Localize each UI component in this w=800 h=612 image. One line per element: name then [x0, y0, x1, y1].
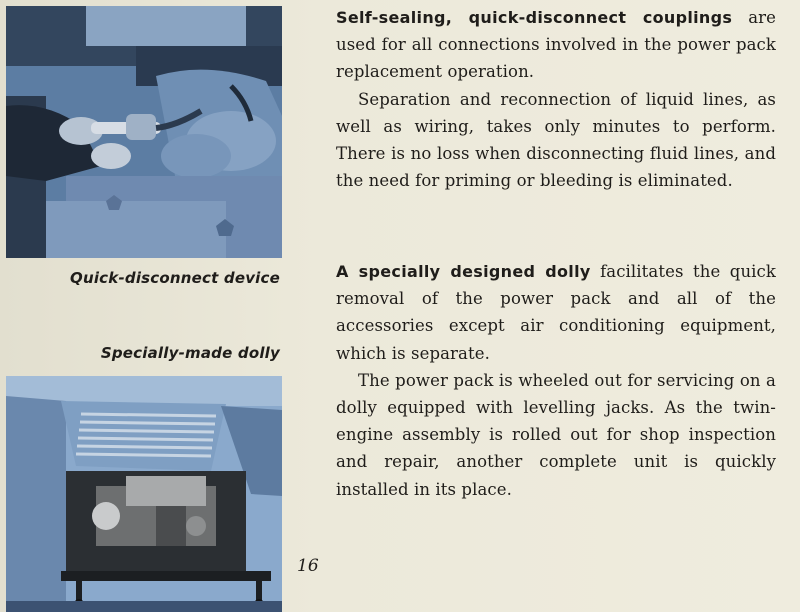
couplings-paragraph-1	[336, 4, 776, 86]
dolly-photo	[6, 376, 282, 612]
couplings-paragraph-2: Separation and reconnection of liquid lines, as well as wiring, takes only minutes to perform. There is no loss when disconnecting fluid lines, and the need for priming or bleeding is eliminated.	[336, 89, 776, 191]
quick-disconnect-photo	[6, 6, 282, 258]
couplings-lead-rest: are used for all connections involved in the power pack replacement operation.	[336, 8, 776, 82]
dolly-lead-rest: facilitates the quick removal of the power pack and all of the accessories except air conditioning equipment, which is separate.	[336, 262, 776, 363]
caption-quick-disconnect: Quick-disconnect device	[70, 269, 280, 287]
dolly-paragraph-2: The power pack is wheeled out for servicing on a dolly equipped with levelling jacks. As the twin-engine assembly is rolled out for shop inspection and repair, another complete unit is quickly installed in its place.	[336, 370, 776, 499]
page-number: 16	[297, 556, 319, 576]
couplings-section	[336, 4, 776, 194]
dolly-lead: A specially designed dolly	[336, 262, 591, 281]
couplings-lead: Self-sealing, quick-disconnect couplings	[336, 8, 733, 27]
caption-dolly: Specially-made dolly	[100, 344, 280, 362]
dolly-section	[336, 258, 776, 503]
dolly-paragraph-1	[336, 258, 776, 367]
